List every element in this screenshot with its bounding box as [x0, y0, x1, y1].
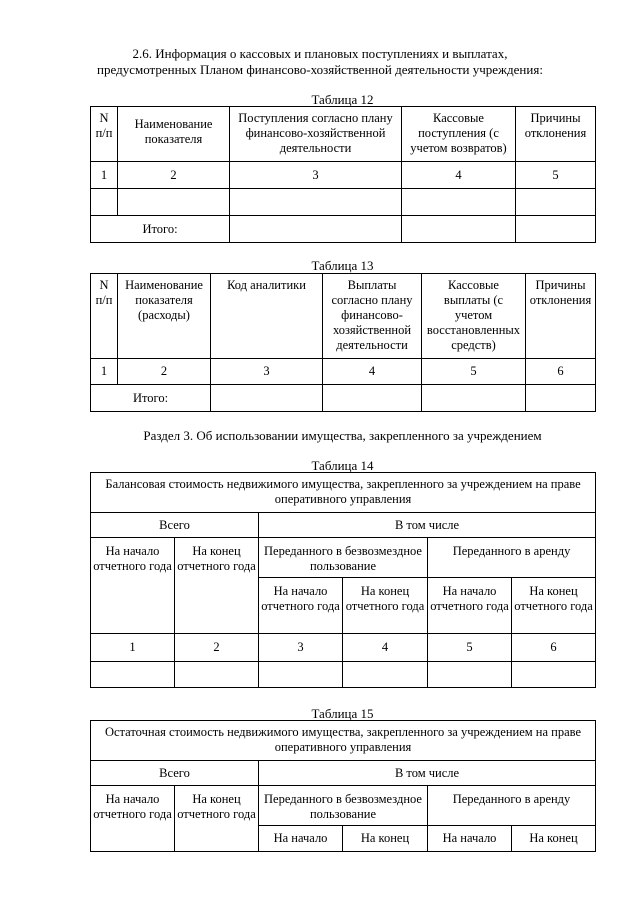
t13-num-1: 1 [91, 359, 118, 385]
table-15-caption: Таблица 15 [311, 706, 374, 721]
t14-rent-start: На начало отчетного года [428, 578, 512, 634]
t14-start: На начало отчетного года [91, 538, 175, 634]
t12-num-1: 1 [91, 162, 118, 189]
t14-title: Балансовая стоимость недвижимого имущества, закрепленного за учреждением на праве оперативного управления [91, 473, 596, 513]
t13-header-plan: Выплаты согласно плану финансово-хозяйственной деятельности [323, 274, 422, 359]
t14-including: В том числе [259, 513, 596, 538]
t15-free-use: Переданного в безвозмездное пользование [259, 786, 428, 826]
t15-free-use-end: На конец [343, 826, 428, 852]
t14-num-5: 5 [428, 634, 512, 662]
heading-line-1: 2.6. Информация о кассовых и плановых поступлениях и выплатах, [132, 46, 508, 61]
t13-num-6: 6 [526, 359, 596, 385]
t13-total-label: Итого: [91, 385, 211, 412]
t15-including: В том числе [259, 761, 596, 786]
section-3-title: Раздел 3. Об использовании имущества, закрепленного за учреждением [143, 428, 542, 443]
t12-num-2: 2 [118, 162, 230, 189]
t13-header-reasons: Причины отклонения [526, 274, 596, 359]
t14-end: На конец отчетного года [175, 538, 259, 634]
t15-rent: Переданного в аренду [428, 786, 596, 826]
t13-num-2: 2 [118, 359, 211, 385]
t12-header-num: N п/п [91, 107, 118, 162]
t15-rent-start: На начало [428, 826, 512, 852]
t15-end: На конец отчетного года [175, 786, 259, 852]
t13-header-name: Наименование показателя (расходы) [118, 274, 211, 359]
t12-num-5: 5 [516, 162, 596, 189]
table-13 [90, 273, 596, 412]
t15-title: Остаточная стоимость недвижимого имущества, закрепленного за учреждением на праве оперативного управления [91, 721, 596, 761]
t15-total-label: Всего [91, 761, 259, 786]
table-14-caption: Таблица 14 [311, 458, 374, 473]
t13-num-4: 4 [323, 359, 422, 385]
t12-header-reasons: Причины отклонения [516, 107, 596, 162]
table-12-caption: Таблица 12 [311, 92, 374, 107]
t15-start: На начало отчетного года [91, 786, 175, 852]
t14-num-6: 6 [512, 634, 596, 662]
heading-line-2: предусмотренных Планом финансово-хозяйственной деятельности учреждения: [97, 62, 543, 77]
t13-header-code: Код аналитики [211, 274, 323, 359]
section-2-6-heading [90, 46, 550, 78]
t15-rent-end: На конец [512, 826, 596, 852]
table-14 [90, 472, 596, 688]
t13-num-5: 5 [422, 359, 526, 385]
t14-rent: Переданного в аренду [428, 538, 596, 578]
t13-header-num: N п/п [91, 274, 118, 359]
t14-total-label: Всего [91, 513, 259, 538]
table-13-caption: Таблица 13 [311, 258, 374, 273]
t15-free-use-start: На начало [259, 826, 343, 852]
t12-header-plan: Поступления согласно плану финансово-хозяйственной деятельности [230, 107, 402, 162]
t12-total-label: Итого: [91, 216, 230, 243]
t12-num-4: 4 [402, 162, 516, 189]
t14-free-use-start: На начало отчетного года [259, 578, 343, 634]
t14-empty-row [91, 662, 596, 688]
t12-empty-row [91, 189, 596, 216]
t14-num-4: 4 [343, 634, 428, 662]
t14-free-use-end: На конец отчетного года [343, 578, 428, 634]
t14-num-2: 2 [175, 634, 259, 662]
t14-rent-end: На конец отчетного года [512, 578, 596, 634]
t12-header-cash: Кассовые поступления (с учетом возвратов) [402, 107, 516, 162]
t12-header-name: Наименование показателя [118, 107, 230, 162]
t13-num-3: 3 [211, 359, 323, 385]
t14-num-3: 3 [259, 634, 343, 662]
table-12 [90, 106, 596, 243]
t12-num-3: 3 [230, 162, 402, 189]
t14-num-1: 1 [91, 634, 175, 662]
t14-free-use: Переданного в безвозмездное пользование [259, 538, 428, 578]
t13-header-cash: Кассовые выплаты (с учетом восстановленных средств) [422, 274, 526, 359]
table-15 [90, 720, 596, 852]
